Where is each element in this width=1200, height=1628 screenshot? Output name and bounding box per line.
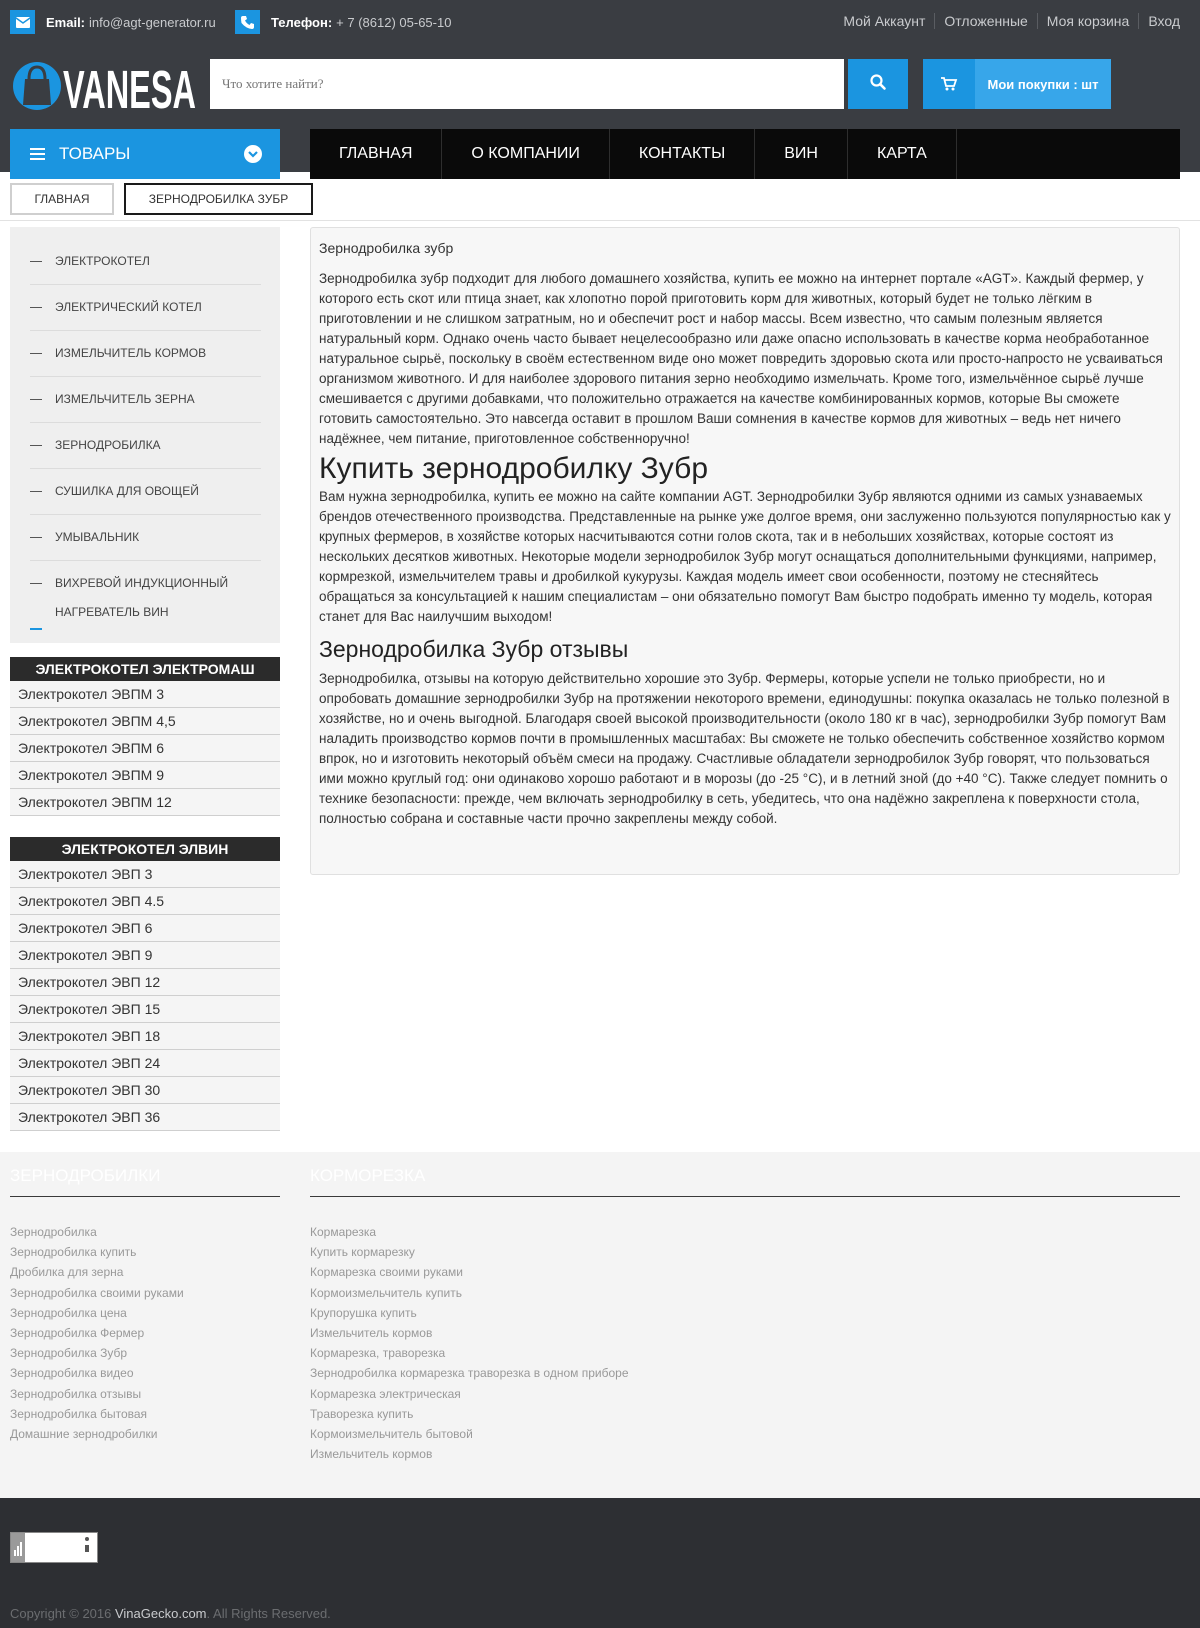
footer-link[interactable]: Купить кормарезку — [310, 1245, 415, 1260]
email-value[interactable]: info@agt-generator.ru — [89, 14, 216, 30]
article-lead: Зернодробилка зубр — [319, 240, 454, 256]
article-heading-buy: Купить зернодробилку Зубр — [319, 452, 709, 485]
top-bar — [0, 0, 1200, 46]
my-cart-link[interactable]: Моя корзина — [1038, 13, 1140, 29]
footer-link[interactable]: Зернодробилка — [10, 1225, 97, 1239]
article-paragraph-1: Зернодробилка зубр подходит для любого домашнего хозяйства, купить ее можно на интернет портале «AGT». Каждый фермер, у которого есть скот или птица знает, как хлопотно порой приготовить корм для животных, который будет не только лёгким в приготовлении и не слишком затратным, но и обеспечит рост и набор массы. Всем известно, что самым полезным является натуральный корм. Однако очень часто бывает нецелесообразно или даже опасно использовать в качестве корма необработанное натуральное сырьё, поскольку в своём естественном виде оно может повредить здоровью скота или просто-напросто не усваиваться организмом животного. И для наиболее здорового питания зерно необходимо измельчать. Кроме того, измельчённое сырьё лучше смешивается с другими добавками, что положительно отражается на качестве комбинированных кормов, которые Вы сможете готовить самостоятельно. Это навсегда оставит в прошлом Ваши сомнения в качестве кормов для животных – ведь нет ничего надёжнее, чем питание, приготовленное собственноручно! — [319, 271, 1163, 446]
sidebar-item-electrokotel[interactable]: ЭЛЕКТРОКОТЕЛ — [30, 239, 261, 285]
nav-home[interactable]: ГЛАВНАЯ — [310, 129, 442, 179]
footer-link[interactable]: Зернодробилка отзывы — [10, 1386, 142, 1401]
phone-value[interactable]: + 7 (8612) 05-65-10 — [336, 14, 452, 30]
sidebar-item-grain-grinder[interactable]: ИЗМЕЛЬЧИТЕЛЬ ЗЕРНА — [30, 377, 261, 423]
footer-link[interactable]: Дробилка для зерна — [10, 1265, 124, 1280]
chevron-down-icon — [244, 145, 262, 163]
footer-link[interactable]: Зернодробилка Зубр — [10, 1346, 128, 1361]
list-item[interactable]: Электрокотел ЭВП 30 — [10, 1077, 280, 1104]
list-item[interactable]: Электрокотел ЭВП 3 — [10, 861, 280, 888]
footer-link[interactable]: Траворезка купить — [310, 1406, 414, 1421]
footer-links — [0, 1152, 1200, 1498]
list-item[interactable]: Электрокотел ЭВП 6 — [10, 915, 280, 942]
nav-contacts[interactable]: КОНТАКТЫ — [610, 129, 755, 179]
footer-col-grain-crushers — [10, 1166, 280, 1444]
breadcrumb-home[interactable]: ГЛАВНАЯ — [10, 183, 114, 215]
phone-icon — [235, 10, 260, 34]
logo-text: VANESA — [63, 60, 196, 120]
sidebar-categories — [10, 227, 280, 643]
block-elvin — [10, 837, 280, 1131]
nav-vin[interactable]: ВИН — [755, 129, 848, 179]
sidebar-item-vortex-heater[interactable]: ВИХРЕВОЙ ИНДУКЦИОННЫЙ НАГРЕВАТЕЛЬ ВИН — [30, 561, 261, 625]
login-link[interactable]: Вход — [1148, 13, 1180, 29]
list-item[interactable]: Электрокотел ЭВПМ 4,5 — [10, 708, 280, 735]
block-title: ЭЛЕКТРОКОТЕЛ ЭЛВИН — [10, 837, 280, 861]
nav-about[interactable]: О КОМПАНИИ — [442, 129, 610, 179]
list-item[interactable]: Электрокотел ЭВП 36 — [10, 1104, 280, 1131]
footer-link[interactable]: Измельчитель кормов — [310, 1447, 433, 1462]
cart-label: Мои покупки : шт — [975, 59, 1111, 109]
list-item[interactable]: Электрокотел ЭВП 9 — [10, 942, 280, 969]
sidebar-item-vegetable-dryer[interactable]: СУШИЛКА ДЛЯ ОВОЩЕЙ — [30, 469, 261, 515]
sidebar-item-electric-boiler[interactable]: ЭЛЕКТРИЧЕСКИЙ КОТЕЛ — [30, 285, 261, 331]
footer-link[interactable]: Крупорушка купить — [310, 1305, 417, 1320]
sidebar-item-grain-crusher[interactable]: ЗЕРНОДРОБИЛКА — [30, 423, 261, 469]
email-contact — [10, 10, 216, 34]
article-heading-reviews: Зернодробилка Зубр отзывы — [319, 636, 629, 662]
footer-link[interactable]: Кормоизмельчитель купить — [310, 1285, 462, 1300]
list-item[interactable]: Электрокотел ЭВПМ 9 — [10, 762, 280, 789]
cart-button[interactable] — [923, 59, 1111, 109]
search-input[interactable] — [210, 59, 844, 109]
list-item[interactable]: Электрокотел ЭВПМ 12 — [10, 789, 280, 816]
list-item[interactable]: Электрокотел ЭВПМ 3 — [10, 681, 280, 708]
breadcrumb-current: ЗЕРНОДРОБИЛКА ЗУБР — [124, 183, 313, 215]
active-marker — [30, 628, 42, 630]
footer-link[interactable]: Зернодробилка своими руками — [10, 1285, 184, 1300]
footer-col-feed-cutters — [310, 1166, 1180, 1464]
footer-link[interactable]: Кормарезка своими руками — [310, 1265, 463, 1280]
envelope-icon — [10, 10, 35, 34]
categories-button[interactable] — [10, 129, 280, 179]
footer-link[interactable]: Зернодробилка кормарезка траворезка в одном приборе — [310, 1366, 629, 1381]
site-logo[interactable] — [10, 55, 196, 120]
copyright: Copyright © 2016 VinaGecko.com. All Rights Reserved. — [10, 1606, 331, 1621]
block-electromash — [10, 657, 280, 816]
footer-link[interactable]: Кормоизмельчитель бытовой — [310, 1427, 473, 1442]
list-item[interactable]: Электрокотел ЭВПМ 6 — [10, 735, 280, 762]
copyright-brand-link[interactable]: VinaGecko.com — [114, 1606, 207, 1621]
account-links — [834, 13, 1180, 29]
footer-link[interactable]: Зернодробилка бытовая — [10, 1406, 148, 1421]
phone-contact — [235, 10, 451, 34]
search-button[interactable] — [848, 59, 908, 109]
footer-link[interactable]: Кормарезка электрическая — [310, 1386, 461, 1401]
list-item[interactable]: Электрокотел ЭВП 4.5 — [10, 888, 280, 915]
article-content — [310, 227, 1180, 875]
footer-link[interactable]: Зернодробилка купить — [10, 1245, 137, 1260]
footer-link[interactable]: Измельчитель кормов — [310, 1326, 433, 1341]
footer-link[interactable]: Кормарезка — [310, 1225, 377, 1239]
visit-counter-badge[interactable] — [10, 1532, 98, 1563]
article-paragraph-2: Вам нужна зернодробилка, купить ее можно на сайте компании AGT. Зернодробилки Зубр являются одними из самых узнаваемых брендов отечественного производства. Представленные на рынке уже долгое время, они заслуженно пользуются популярностью как у крупных фермеров, в хозяйстве которых насчитываются сотни голов скота, так и в небольших хозяйствах, которые состоят из нескольких десятков животных. Некоторые модели зернодробилок Зубр могут оснащаться дополнительными функциями, например, кормрезкой, измельчителем травы и дробилкой кукурузы. Каждая модель имеет свои особенности, поэтому не стесняйтесь обращаться за консультацией к нашим специалистам – они обязательно помогут Вам быстро подобрать именно ту модель, которая станет для Вас наилучшим выходом! — [319, 489, 1171, 624]
list-item[interactable]: Электрокотел ЭВП 24 — [10, 1050, 280, 1077]
footer-col-title: КОРМОРЕЗКА — [310, 1166, 426, 1185]
wishlist-link[interactable]: Отложенные — [935, 13, 1037, 29]
cart-icon — [923, 59, 975, 109]
list-item[interactable]: Электрокотел ЭВП 12 — [10, 969, 280, 996]
sidebar-item-feed-grinder[interactable]: ИЗМЕЛЬЧИТЕЛЬ КОРМОВ — [30, 331, 261, 377]
email-label: Email: — [46, 14, 86, 30]
footer-link[interactable]: Зернодробилка видео — [10, 1366, 134, 1381]
article-paragraph-3: Зернодробилка, отзывы на которую действительно хорошие это Зубр. Фермеры, которые успели не только приобрести, но и опробовать домашние зернодробилки Зубр на протяжении некоторого времени, единодушны: покупка оказалась не только полезной в хозяйстве, но и очень выгодной. Благодаря своей высокой производительности (около 180 кг в час), зернодробилки Зубр помогут Вам наладить производство кормов почти в промышленных масштабах: Вы сможете не только обеспечить собственное хозяйство кормом впрок, но и изготовить некоторый объём смеси на продажу. Счастливые обладатели зернодробилок Зубр говорят, что пользоваться ими можно круглый год: они одинаково хорошо работают и в морозы (до -25 °C), и в летний зной (до +40 °C). Также следует помнить о технике безопасности: прежде, чем включать зернодробилку в сеть, убедитесь, что она надёжно закреплена к поверхности стола, полностью собрана и составные части прочно закреплены между собой. — [319, 671, 1170, 826]
menu-bars-icon — [30, 145, 45, 163]
footer-link[interactable]: Зернодробилка Фермер — [10, 1326, 145, 1341]
sidebar-item-washbasin[interactable]: УМЫВАЛЬНИК — [30, 515, 261, 561]
block-title: ЭЛЕКТРОКОТЕЛ ЭЛЕКТРОМАШ — [10, 657, 280, 681]
list-item[interactable]: Электрокотел ЭВП 18 — [10, 1023, 280, 1050]
main-nav — [310, 129, 1180, 179]
categories-label: ТОВАРЫ — [59, 144, 131, 163]
my-account-link[interactable]: Мой Аккаунт — [834, 13, 935, 29]
footer-link[interactable]: Кормарезка, траворезка — [310, 1346, 446, 1361]
phone-label: Телефон: — [271, 14, 333, 30]
footer-link[interactable]: Зернодробилка цена — [10, 1305, 127, 1320]
list-item[interactable]: Электрокотел ЭВП 15 — [10, 996, 280, 1023]
breadcrumb-divider — [0, 220, 1200, 221]
footer-link[interactable]: Домашние зернодробилки — [10, 1427, 158, 1442]
footer-col-title: ЗЕРНОДРОБИЛКИ — [10, 1166, 161, 1185]
search-icon — [870, 74, 886, 95]
nav-map[interactable]: КАРТА — [848, 129, 957, 179]
bottom-footer — [0, 1498, 1200, 1628]
